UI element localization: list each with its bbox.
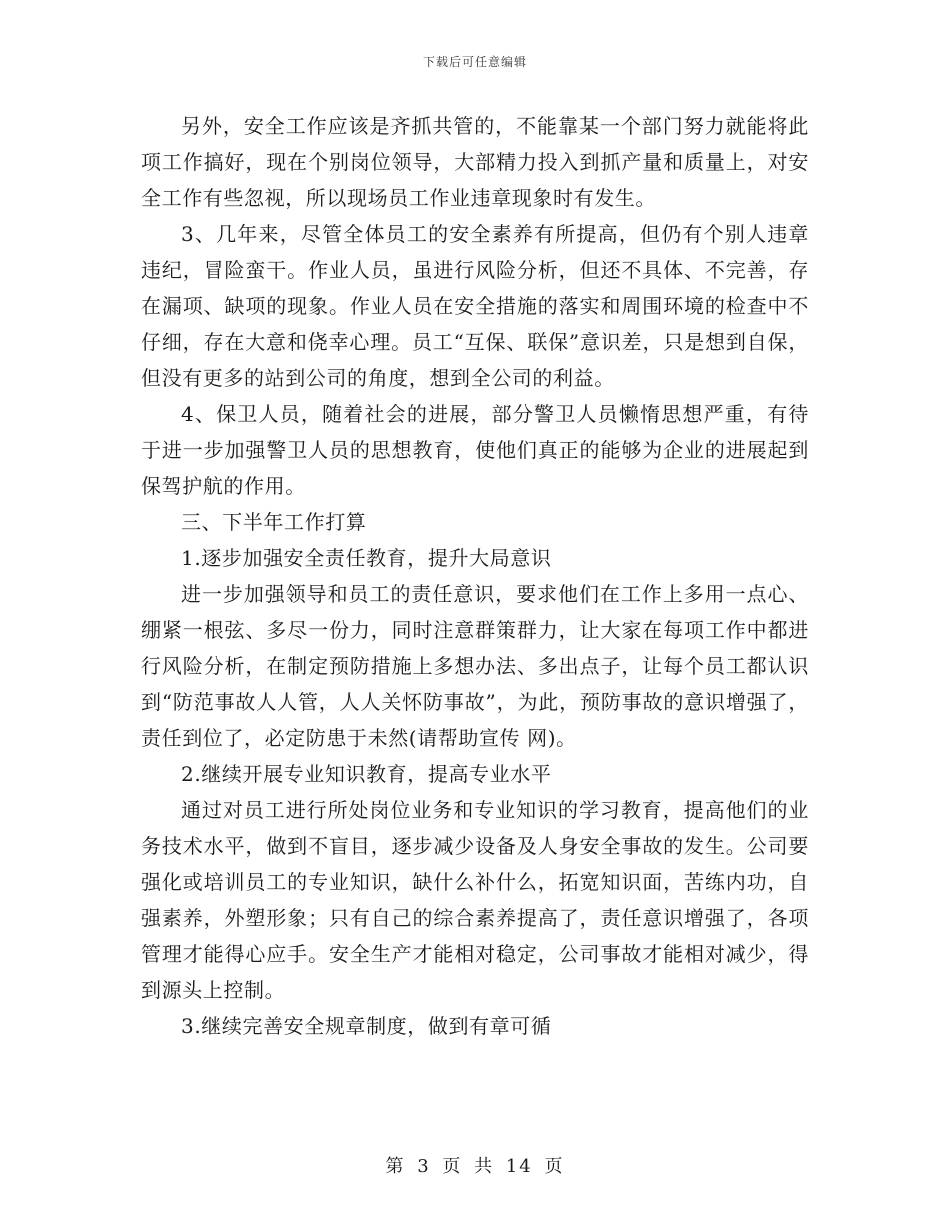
paragraph-1: 另外，安全工作应该是齐抓共管的，不能靠某一个部门努力就能将此项工作搞好，现在个别岗位领导，大部精力投入到抓产量和质量上，对安全工作有些忽视，所以现场员工作业违章现象时有发生。 bbox=[141, 114, 809, 210]
section-heading: 三、下半年工作打算 bbox=[181, 510, 367, 534]
paragraph-5: 通过对员工进行所处岗位业务和专业知识的学习教育，提高他们的业务技术水平，做到不盲目，逐步减少设备及人身安全事故的发生。公司要强化或培训员工的专业知识，缺什么补什么，拓宽知识面，苦练内功，自强素养，外塑形象；只有自己的综合素养提高了，责任意识增强了，各项管理才能得心应手。安全生产才能相对稳定，公司事故才能相对减少，得到源头上控制。 bbox=[141, 798, 809, 1002]
page-number: 第 3 页 共 14 页 bbox=[385, 1156, 565, 1177]
subheading-3: 3.继续完善安全规章制度，做到有章可循 bbox=[181, 1014, 552, 1038]
document-body bbox=[141, 108, 809, 1044]
subheading-2: 2.继续开展专业知识教育，提高专业水平 bbox=[181, 762, 552, 786]
page-header: 下载后可任意编辑 bbox=[422, 55, 527, 69]
paragraph-3: 4、保卫人员，随着社会的进展，部分警卫人员懒惰思想严重，有待于进一步加强警卫人员的思想教育，使他们真正的能够为企业的进展起到保驾护航的作用。 bbox=[141, 402, 809, 498]
subheading-1: 1.逐步加强安全责任教育，提升大局意识 bbox=[181, 546, 552, 570]
paragraph-4: 进一步加强领导和员工的责任意识，要求他们在工作上多用一点心、绷紧一根弦、多尽一份力，同时注意群策群力，让大家在每项工作中都进行风险分析，在制定预防措施上多想办法、多出点子，让每个员工都认识到“防范事故人人管，人人关怀防事故”，为此，预防事故的意识增强了，责任到位了，必定防患于未然(请帮助宣传 网)。 bbox=[141, 582, 809, 750]
paragraph-2: 3、几年来，尽管全体员工的安全素养有所提高，但仍有个别人违章违纪，冒险蛮干。作业人员，虽进行风险分析，但还不具体、不完善，存在漏项、缺项的现象。作业人员在安全措施的落实和周围环境的检查中不仔细，存在大意和侥幸心理。员工“互保、联保”意识差，只是想到自保，但没有更多的站到公司的角度，想到全公司的利益。 bbox=[141, 222, 809, 390]
